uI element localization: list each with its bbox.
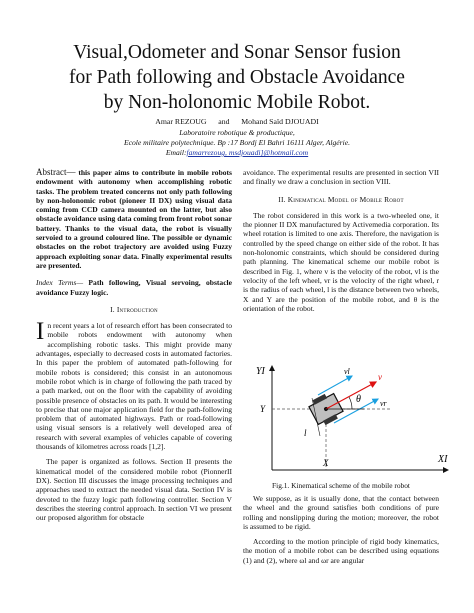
index-terms-lead: Index Terms—: [36, 278, 84, 288]
paper-title: [0, 40, 474, 115]
dropcap: I: [36, 318, 45, 346]
abstract: [36, 168, 232, 270]
title-line-2: for Path following and Obstacle Avoidance: [69, 67, 405, 88]
kinematics-paragraph-2: We suppose, as it is usually done, that the contact between the wheel and the ground satisfies both conditions of pure rolling and nonslipping during the motion; moreover, the robot is assumed to be rigid.: [243, 494, 439, 531]
affiliation: [0, 128, 474, 158]
title-line-1: Visual,Odometer and Sonar Sensor fusion: [73, 42, 401, 63]
abstract-lead: Abstract—: [36, 167, 76, 177]
left-column: [36, 168, 232, 522]
author-line: [0, 117, 474, 126]
figure-kinematic-scheme: [252, 362, 457, 477]
kinematic-diagram: [252, 362, 457, 477]
intro-paragraph-2: The paper is organized as follows. Section II presents the kinematical model of the considered mobile robot (PionnerII DX). Section III discusses the image processing techniques and approaches used to extract the needed visual data. Section IV is devoted to the fuzzy logic path following controller. Section V describes the steering control approach. In section VI we present our proposed algorithm for obstacle: [36, 457, 232, 523]
affiliation-lab: Laboratoire robotique & productique,: [179, 128, 295, 137]
section-heading-introduction: I. Introduction: [110, 304, 158, 314]
velocity-label: v: [378, 372, 382, 382]
author-2: Mohand Saïd DJOUADI: [241, 117, 319, 126]
right-column: [243, 168, 439, 313]
y-axis-label: YI: [256, 366, 265, 377]
right-column-lower: [243, 494, 439, 565]
email-label: Email:: [165, 148, 187, 157]
left-wheel-velocity-label: vl: [344, 367, 350, 376]
figure-caption: Fig.1. Kinematical scheme of the mobile robot: [272, 481, 410, 490]
title-line-3: by Non-holonomic Mobile Robot.: [103, 92, 371, 113]
section-heading-kinematics: II. Kinematical Model of Mobile Robot: [278, 194, 404, 204]
intro-paragraph-1: [36, 318, 232, 452]
author-1: Amar REZOUG: [155, 117, 207, 126]
x-axis-label: XI: [438, 454, 448, 465]
wheelbase-label: l: [304, 428, 307, 438]
index-terms-text: Path following, Visual servoing, obstacle avoidance Fuzzy logic.: [36, 278, 232, 297]
intro-paragraph-1-text: n recent years a lot of research effort has been consecrated to mobile robots endowment with autonomy when accomplishing robotic tasks. This might provide many advantages, especially to decreased costs in automated factories. In this paper the problem of automated path-following for mobile robots is considered; this consist in an autonomous mobile robot which is in charge of following the path traced by a path marked, out on the floor with the capability of avoiding possible presence of obstacles on its path. It would be interesting to precise that one major application field for the path-following problem that of automated highways. Path or road-following using visual sensors is a relatively well developed area of research with several examples of vehicles capable of covering thousands of kilometres across roads [1,2].: [36, 321, 232, 452]
right-wheel-velocity-label: vr: [380, 399, 387, 408]
author-and: and: [218, 117, 230, 126]
index-terms: [36, 278, 232, 297]
email-link[interactable]: famarrezoug, msdjouadi]@hotmail.com: [186, 148, 309, 157]
abstract-text: this paper aims to contribute in mobile robots endowment with autonomy when accomplishing robotic tasks. The problem treated concerns not only path following by non-holonomic robot (pioneer II DX) using visual data coming from CCD camera mounted on the latter, but also obstacle avoidance using data coming from front robot sonar battery. Thanks to the visual data, the robot is visually servoied to a ground coloured line. The possible or dynamic obstacles on the robot trajectory are avoided using Fuzzy approach exploiting sonar data. Finally experimental results are presented.: [36, 168, 232, 270]
kinematics-paragraph-3: According to the motion principle of rigid body kinematics, the motion of a mobile robot can be described using equations (1) and (2), where ωl and ωr are angular: [243, 537, 439, 565]
left-wheel-velocity-arrow: [318, 376, 352, 395]
y-position-label: Y: [260, 404, 266, 414]
theta-arc: [349, 397, 352, 409]
kinematics-paragraph-1: The robot considered in this work is a two-wheeled one, it the pionner II DX manufactured by Activemedia corporation. Its wheel rotation is limited to one axis. Therefore, the navigation is controlled by the speed change on either side of the robot. It has non-holonomic constraints, which should be considered during path planning. The kinematical scheme our mobile robot is described in Fig. 1, where v is the velocity of the robot, vl is the velocity of the left wheel, vr is the velocity of the right wheel, r is the radius of each wheel, l is the distance between two wheels, X and Y are the position of the mobile robot, and θ is the orientation of the robot.: [243, 210, 439, 313]
theta-label: θ: [356, 394, 361, 405]
affiliation-email-line: [0, 148, 474, 158]
x-position-label: X: [323, 458, 329, 468]
affiliation-school: Ecole militaire polytechnique. Bp :17 Bordj El Bahri 16111 Alger, Algérie.: [123, 138, 350, 147]
right-paragraph-0: avoidance. The experimental results are presented in section VII and finally we draw a conclusion in section VIII.: [243, 168, 439, 187]
